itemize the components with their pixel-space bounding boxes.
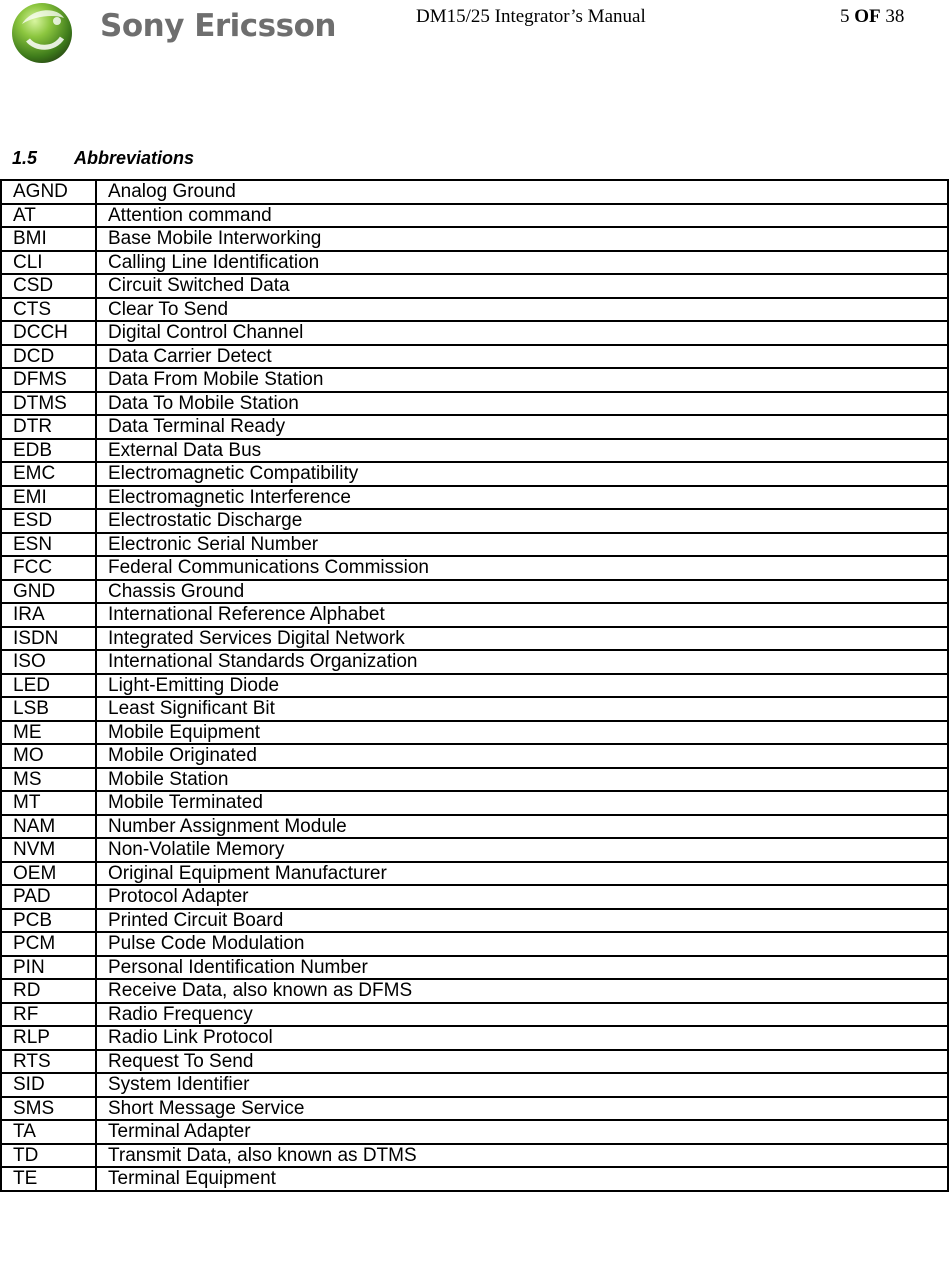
abbreviation-cell: NVM (1, 838, 96, 862)
table-row (1, 956, 948, 980)
table-row (1, 697, 948, 721)
definition-cell: Number Assignment Module (96, 815, 948, 839)
table-row (1, 298, 948, 322)
table-row (1, 1097, 948, 1121)
abbreviation-cell: CSD (1, 274, 96, 298)
definition-cell: Protocol Adapter (96, 885, 948, 909)
table-row (1, 345, 948, 369)
abbreviation-cell: EDB (1, 439, 96, 463)
abbreviation-cell: ISO (1, 650, 96, 674)
definition-cell: Data From Mobile Station (96, 368, 948, 392)
definition-cell: Electromagnetic Interference (96, 486, 948, 510)
definition-cell: International Reference Alphabet (96, 603, 948, 627)
abbreviation-cell: FCC (1, 556, 96, 580)
page-number (840, 6, 904, 28)
abbreviation-cell: DCCH (1, 321, 96, 345)
table-row (1, 1003, 948, 1027)
abbreviation-cell: MS (1, 768, 96, 792)
definition-cell: Electromagnetic Compatibility (96, 462, 948, 486)
definition-cell: Digital Control Channel (96, 321, 948, 345)
abbreviation-cell: MT (1, 791, 96, 815)
definition-cell: Non-Volatile Memory (96, 838, 948, 862)
table-row (1, 721, 948, 745)
definition-cell: Integrated Services Digital Network (96, 627, 948, 651)
abbreviation-cell: RF (1, 1003, 96, 1027)
table-row (1, 838, 948, 862)
abbreviation-cell: ISDN (1, 627, 96, 651)
abbreviation-cell: MO (1, 744, 96, 768)
abbreviation-cell: PIN (1, 956, 96, 980)
definition-cell: Terminal Equipment (96, 1167, 948, 1191)
definition-cell: International Standards Organization (96, 650, 948, 674)
table-row (1, 533, 948, 557)
table-row (1, 650, 948, 674)
definition-cell: Least Significant Bit (96, 697, 948, 721)
abbreviation-cell: TE (1, 1167, 96, 1191)
table-row (1, 885, 948, 909)
abbreviation-cell: PCB (1, 909, 96, 933)
definition-cell: Mobile Equipment (96, 721, 948, 745)
abbreviations-table (0, 179, 949, 1192)
table-row (1, 791, 948, 815)
definition-cell: Mobile Terminated (96, 791, 948, 815)
document-title: DM15/25 Integrator’s Manual (416, 6, 646, 27)
abbreviation-cell: OEM (1, 862, 96, 886)
abbreviation-cell: LSB (1, 697, 96, 721)
abbreviation-cell: CTS (1, 298, 96, 322)
table-row (1, 1050, 948, 1074)
definition-cell: Federal Communications Commission (96, 556, 948, 580)
table-row (1, 815, 948, 839)
definition-cell: Radio Link Protocol (96, 1026, 948, 1050)
abbreviation-cell: DTR (1, 415, 96, 439)
table-row (1, 979, 948, 1003)
table-row (1, 462, 948, 486)
definition-cell: Original Equipment Manufacturer (96, 862, 948, 886)
section-title: Abbreviations (74, 148, 195, 168)
page-current: 5 (840, 6, 850, 27)
definition-cell: Transmit Data, also known as DTMS (96, 1144, 948, 1168)
section-heading (12, 148, 194, 169)
sony-ericsson-logo (10, 0, 336, 64)
definition-cell: Mobile Originated (96, 744, 948, 768)
abbreviation-cell: RTS (1, 1050, 96, 1074)
definition-cell: Calling Line Identification (96, 251, 948, 275)
abbreviation-cell: DTMS (1, 392, 96, 416)
abbreviation-cell: EMC (1, 462, 96, 486)
table-row (1, 251, 948, 275)
definition-cell: Receive Data, also known as DFMS (96, 979, 948, 1003)
table-row (1, 1026, 948, 1050)
abbreviation-cell: PAD (1, 885, 96, 909)
abbreviation-cell: AT (1, 204, 96, 228)
abbreviation-cell: RLP (1, 1026, 96, 1050)
abbreviation-cell: GND (1, 580, 96, 604)
table-row (1, 1073, 948, 1097)
definition-cell: External Data Bus (96, 439, 948, 463)
table-row (1, 321, 948, 345)
abbreviation-cell: TD (1, 1144, 96, 1168)
abbreviation-cell: ESD (1, 509, 96, 533)
definition-cell: Request To Send (96, 1050, 948, 1074)
table-row (1, 627, 948, 651)
abbreviation-cell: NAM (1, 815, 96, 839)
table-row (1, 744, 948, 768)
table-row (1, 1120, 948, 1144)
brand-name: Sony Ericsson (100, 8, 336, 44)
abbreviation-cell: DFMS (1, 368, 96, 392)
definition-cell: Circuit Switched Data (96, 274, 948, 298)
table-row (1, 204, 948, 228)
table-row (1, 603, 948, 627)
definition-cell: System Identifier (96, 1073, 948, 1097)
definition-cell: Electronic Serial Number (96, 533, 948, 557)
sony-ericsson-orb-icon (10, 0, 76, 64)
definition-cell: Data Terminal Ready (96, 415, 948, 439)
table-row (1, 862, 948, 886)
table-row (1, 580, 948, 604)
definition-cell: Chassis Ground (96, 580, 948, 604)
abbreviation-cell: SMS (1, 1097, 96, 1121)
abbreviation-cell: TA (1, 1120, 96, 1144)
page-total: 38 (885, 6, 905, 27)
definition-cell: Data Carrier Detect (96, 345, 948, 369)
abbreviation-cell: IRA (1, 603, 96, 627)
table-row (1, 180, 948, 204)
abbreviation-cell: SID (1, 1073, 96, 1097)
definition-cell: Base Mobile Interworking (96, 227, 948, 251)
abbreviation-cell: RD (1, 979, 96, 1003)
abbreviation-cell: CLI (1, 251, 96, 275)
table-row (1, 227, 948, 251)
definition-cell: Radio Frequency (96, 1003, 948, 1027)
abbreviation-cell: ME (1, 721, 96, 745)
table-row (1, 509, 948, 533)
definition-cell: Personal Identification Number (96, 956, 948, 980)
definition-cell: Short Message Service (96, 1097, 948, 1121)
abbreviation-cell: PCM (1, 932, 96, 956)
table-row (1, 368, 948, 392)
table-row (1, 674, 948, 698)
abbreviation-cell: BMI (1, 227, 96, 251)
table-row (1, 1144, 948, 1168)
table-row (1, 932, 948, 956)
definition-cell: Clear To Send (96, 298, 948, 322)
definition-cell: Terminal Adapter (96, 1120, 948, 1144)
definition-cell: Attention command (96, 204, 948, 228)
abbreviation-cell: LED (1, 674, 96, 698)
definition-cell: Mobile Station (96, 768, 948, 792)
table-row (1, 1167, 948, 1191)
definition-cell: Pulse Code Modulation (96, 932, 948, 956)
definition-cell: Analog Ground (96, 180, 948, 204)
page-of-label: OF (854, 6, 881, 27)
table-row (1, 909, 948, 933)
abbreviation-cell: EMI (1, 486, 96, 510)
table-row (1, 415, 948, 439)
abbreviation-cell: ESN (1, 533, 96, 557)
definition-cell: Printed Circuit Board (96, 909, 948, 933)
table-row (1, 274, 948, 298)
table-row (1, 486, 948, 510)
definition-cell: Data To Mobile Station (96, 392, 948, 416)
section-number: 1.5 (12, 148, 38, 168)
abbreviation-cell: DCD (1, 345, 96, 369)
definition-cell: Light-Emitting Diode (96, 674, 948, 698)
abbreviation-cell: AGND (1, 180, 96, 204)
table-row (1, 392, 948, 416)
table-row (1, 439, 948, 463)
table-row (1, 768, 948, 792)
definition-cell: Electrostatic Discharge (96, 509, 948, 533)
table-row (1, 556, 948, 580)
